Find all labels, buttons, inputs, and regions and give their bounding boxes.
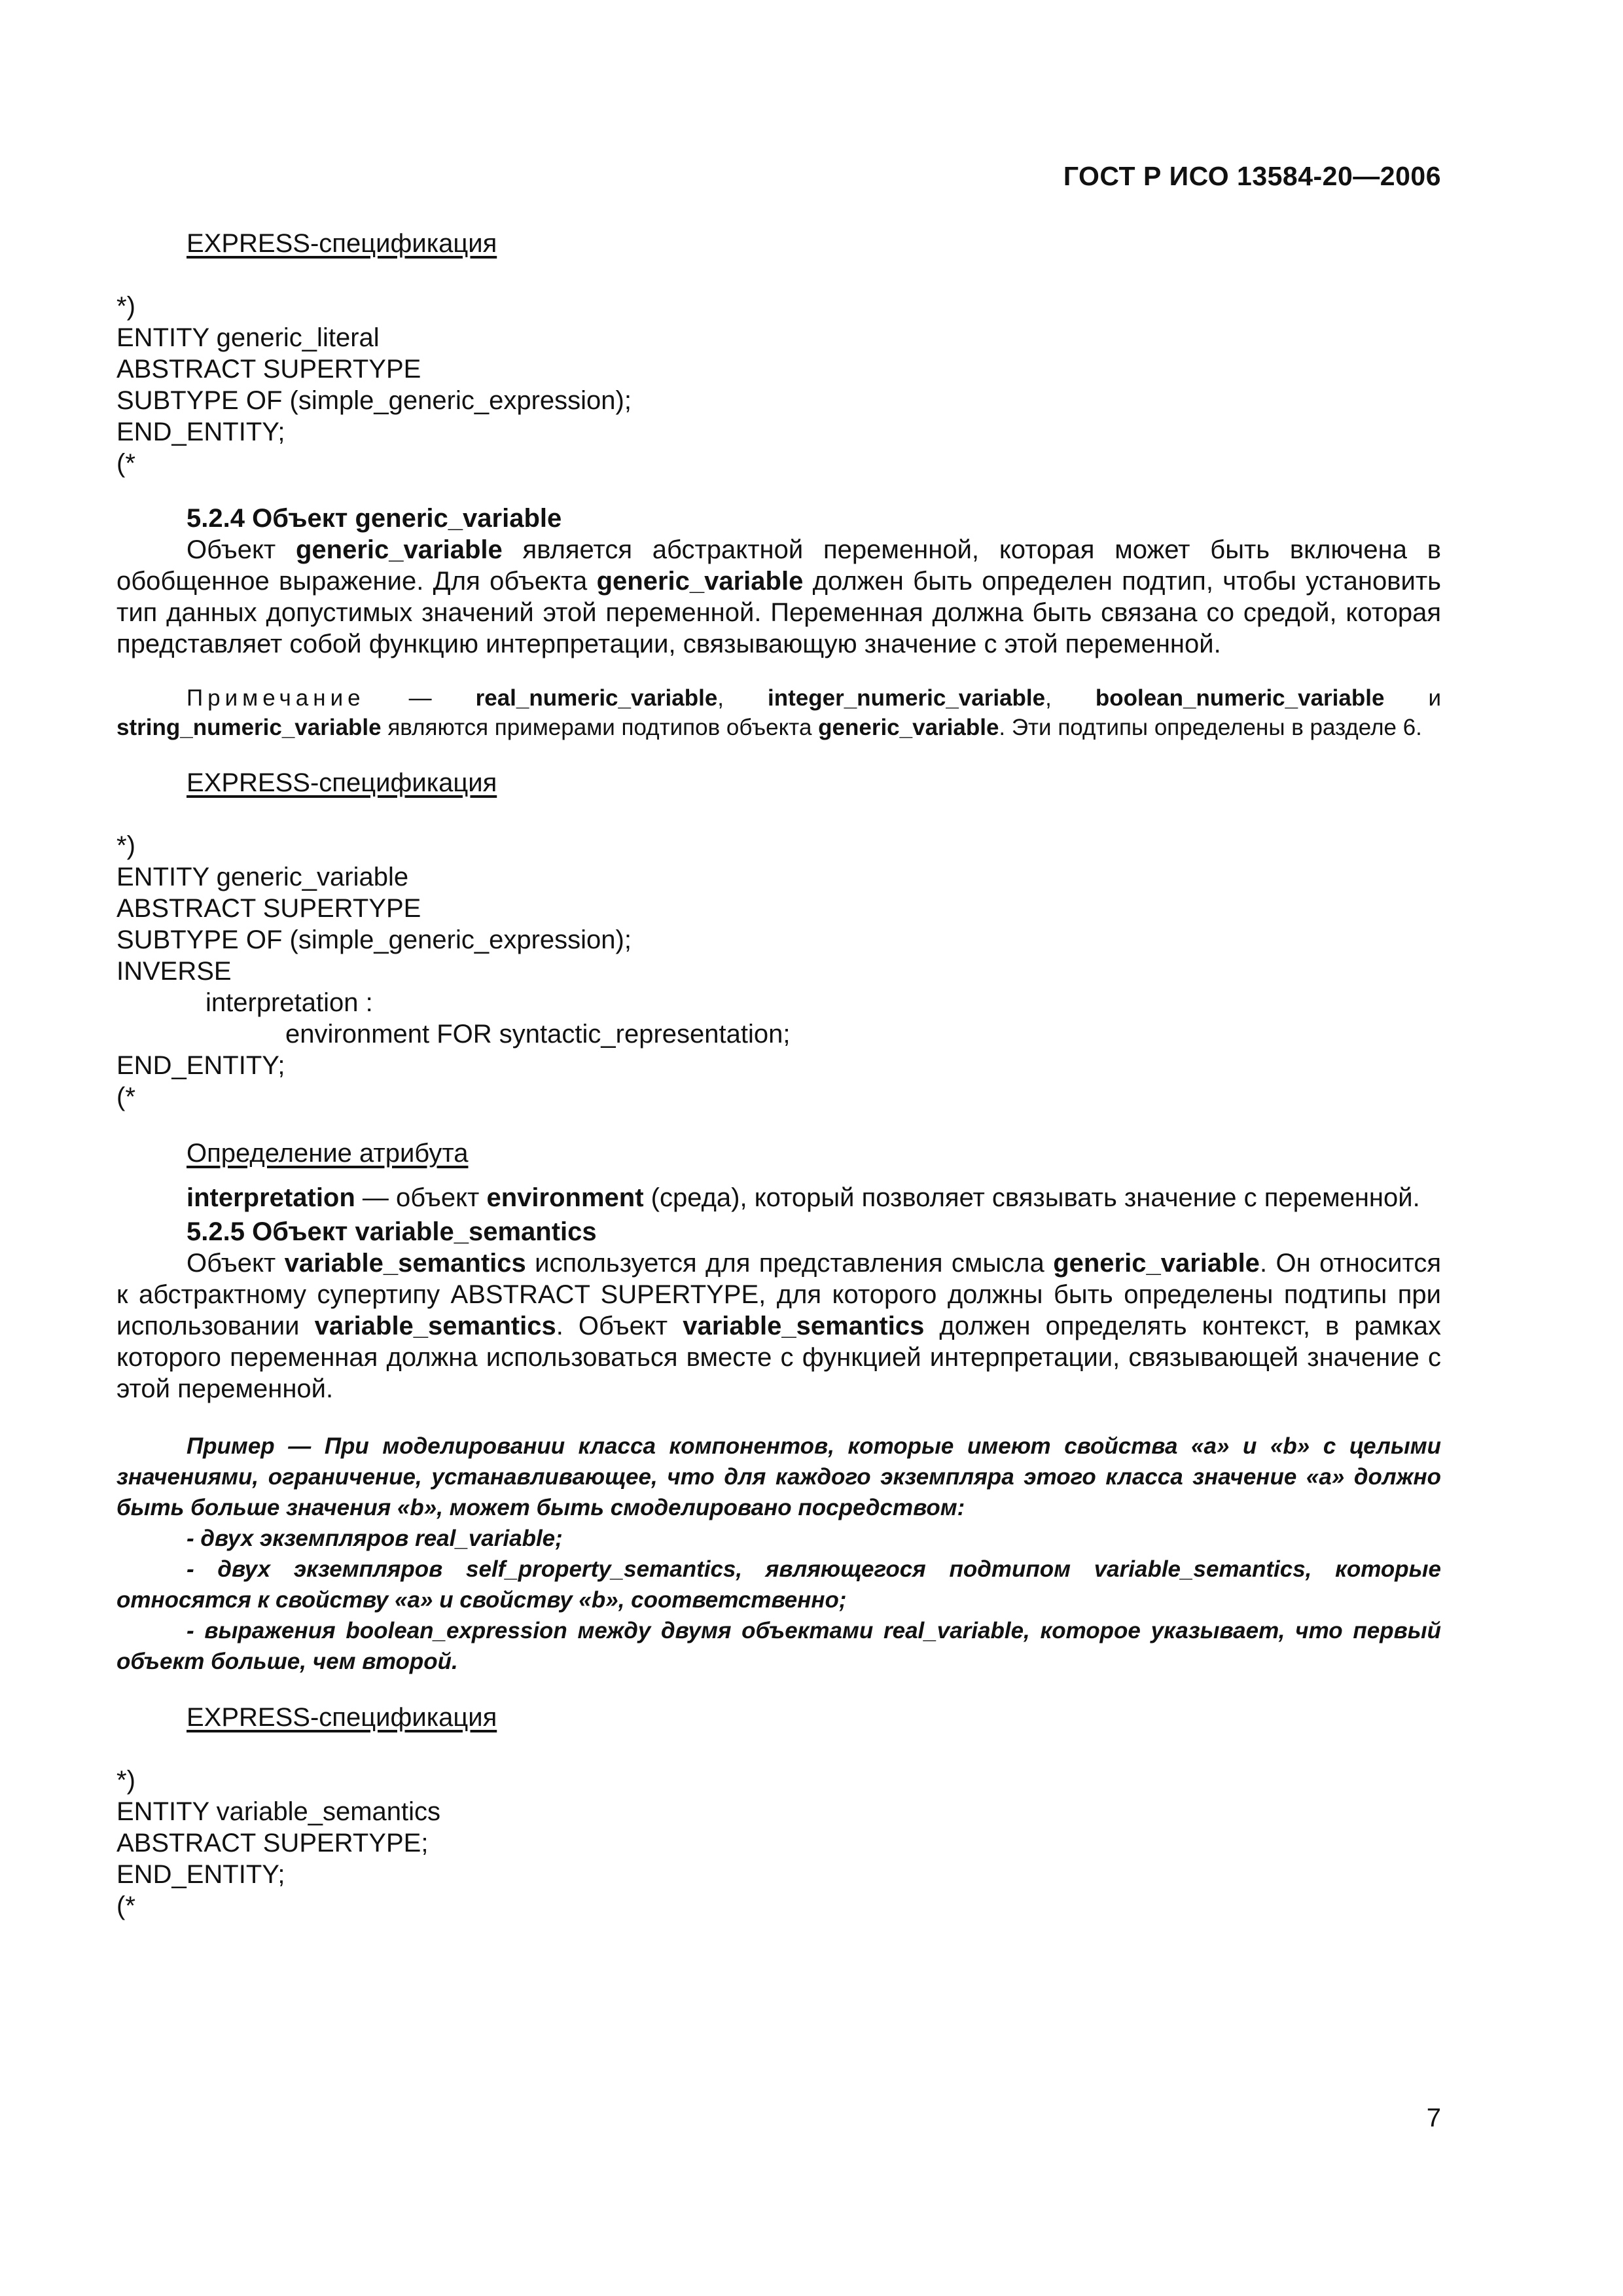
code-block-variable-semantics — [116, 1765, 1441, 1922]
section-heading-5-2-5: 5.2.5 Объект variable_semantics — [187, 1217, 597, 1246]
code-line: SUBTYPE OF (simple_generic_expression); — [116, 386, 632, 415]
attribute-definition-label: Определение атрибута — [187, 1139, 469, 1168]
document-code: ГОСТ Р ИСО 13584-20—2006 — [1063, 161, 1441, 191]
example-item: - выражения boolean_expression между двумя объектами real_variable, которое указывает, что первый объект больше, чем второй. — [116, 1618, 1441, 1674]
code-line: *) — [116, 1766, 135, 1795]
code-block-generic-literal — [116, 291, 1441, 479]
paragraph-generic-variable: Объект generic_variable является абстрактной переменной, которая может быть включена в обобщенное выражение. Для объекта generic_variable должен быть определен подтип, чтобы установить тип данных допустимых значений этой переменной. Переменная должна быть связана со средой, которая представляет собой функцию интерпретации, связывающую значение с этой переменной. — [116, 535, 1441, 658]
code-line: interpretation : — [205, 988, 373, 1017]
code-block-generic-variable — [116, 830, 1441, 1113]
example-item: - двух экземпляров real_variable; — [187, 1526, 563, 1551]
express-spec-label: EXPRESS-спецификация — [187, 229, 497, 258]
code-line: END_ENTITY; — [116, 1860, 285, 1889]
express-spec-label: EXPRESS-спецификация — [187, 1703, 497, 1732]
code-line: ABSTRACT SUPERTYPE — [116, 894, 421, 923]
note-paragraph: Примечание — real_numeric_variable, integer_numeric_variable, boolean_numeric_variable и string_numeric_variable являются примерами подтипов объекта generic_variable. Эти подтипы определены в разделе 6. — [116, 685, 1441, 740]
page-number: 7 — [1426, 2104, 1441, 2132]
code-line: SUBTYPE OF (simple_generic_expression); — [116, 925, 632, 954]
code-line: (* — [116, 1083, 135, 1111]
express-spec-label: EXPRESS-спецификация — [187, 768, 497, 797]
code-line: ENTITY variable_semantics — [116, 1797, 440, 1826]
code-line: ABSTRACT SUPERTYPE — [116, 355, 421, 384]
code-line: (* — [116, 449, 135, 478]
example-block — [116, 1431, 1441, 1677]
code-line: ABSTRACT SUPERTYPE; — [116, 1829, 429, 1857]
code-line: environment FOR syntactic_representation; — [285, 1020, 791, 1049]
code-line: ENTITY generic_literal — [116, 323, 380, 352]
example-item: - двух экземпляров self_property_semantics, являющегося подтипом variable_semantics, которые относятся к свойству «a» и свойству «b», соответственно; — [116, 1556, 1441, 1613]
paragraph-variable-semantics: Объект variable_semantics используется для представления смысла generic_variable. Он относится к абстрактному супертипу ABSTRACT SUPERTYPE, для которого должны быть определены подтипы при использовании variable_semantics. Объект variable_semantics должен определять контекст, в рамках которого переменная должна использоваться вместе с функцией интерпретации, связывающей значение с этой переменной. — [116, 1249, 1441, 1403]
section-heading-5-2-4: 5.2.4 Объект generic_variable — [187, 504, 562, 533]
attribute-definition: interpretation — объект environment (среда), который позволяет связывать значение с переменной. — [187, 1183, 1420, 1212]
page-content — [116, 228, 1441, 1922]
code-line: END_ENTITY; — [116, 1051, 285, 1080]
code-line: END_ENTITY; — [116, 418, 285, 446]
code-line: (* — [116, 1892, 135, 1920]
code-line: ENTITY generic_variable — [116, 863, 409, 891]
code-line: INVERSE — [116, 957, 232, 986]
code-line: *) — [116, 831, 135, 860]
code-line: *) — [116, 292, 135, 321]
example-intro: Пример — При моделировании класса компонентов, которые имеют свойства «a» и «b» с целыми значениями, ограничение, устанавливающее, что для каждого экземпляра этого класса значение «a» должно быть больше значения «b», может быть смоделировано посредством: — [116, 1433, 1441, 1520]
